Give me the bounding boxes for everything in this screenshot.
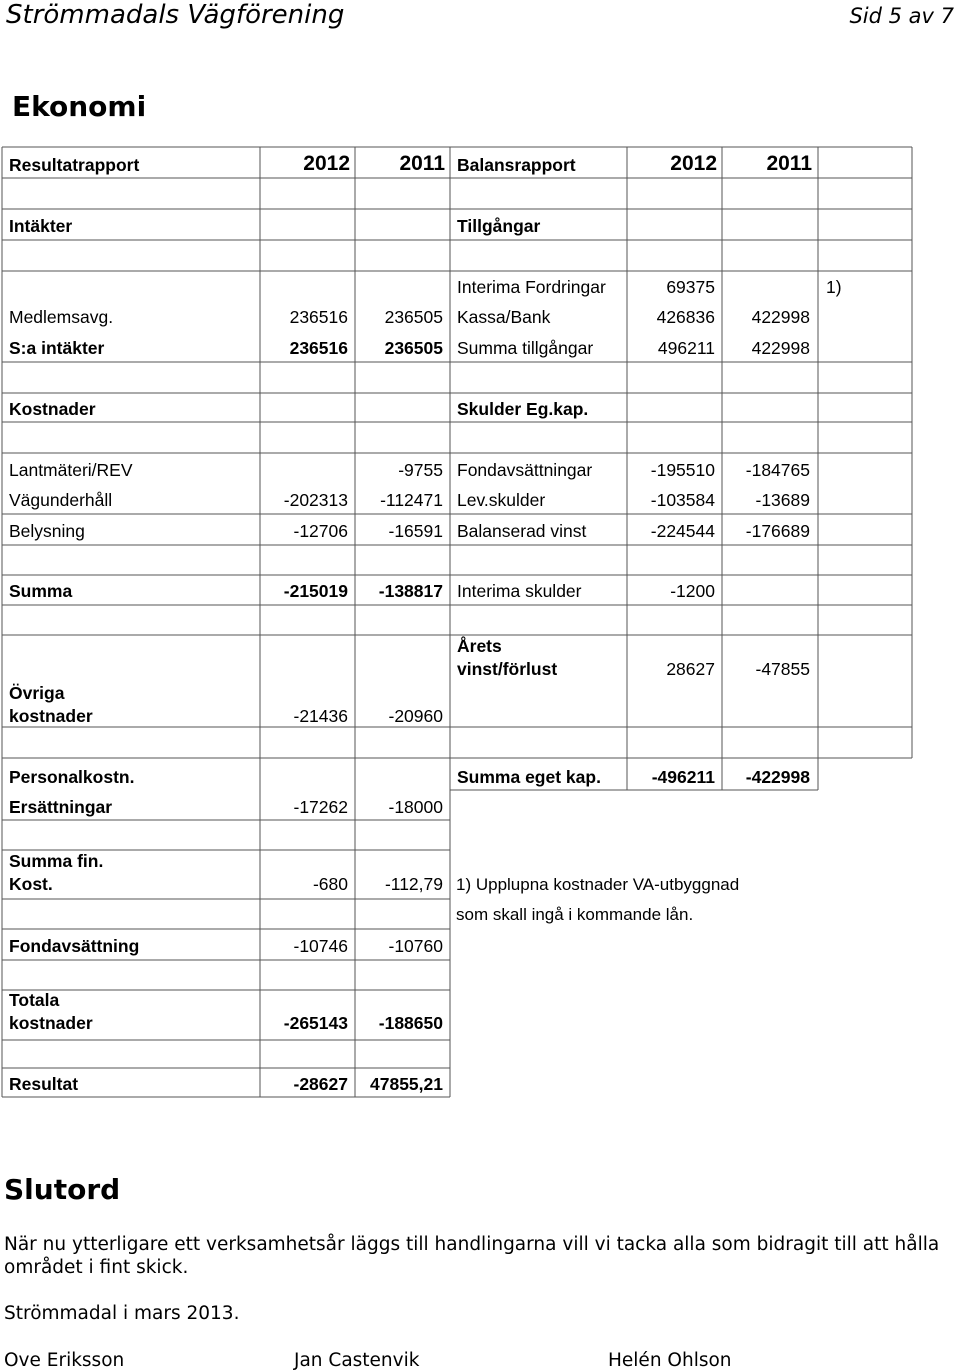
- row-value-2012: -265143: [283, 1013, 348, 1033]
- row-value-2012: -496211: [651, 767, 715, 787]
- signature-name: Ove Eriksson: [4, 1350, 125, 1371]
- row-value-2011: -9755: [398, 460, 443, 480]
- row-label-summa-fin-line2: Kost.: [9, 874, 53, 894]
- row-value-2012: 69375: [666, 277, 715, 297]
- row-value-2012: -28627: [293, 1074, 348, 1094]
- row-label-summa-fin: Summa fin.: [9, 851, 104, 871]
- row-label-lantmateri: Lantmäteri/REV: [9, 460, 133, 480]
- place-and-date: Strömmadal i mars 2013.: [4, 1303, 240, 1324]
- row-value-2012: -224544: [650, 521, 715, 541]
- row-label-fondavsattning: Fondavsättning: [9, 936, 140, 956]
- row-value-2011: -47855: [755, 659, 810, 679]
- row-value-2011: -422998: [745, 767, 810, 787]
- row-value-2012: -17262: [293, 797, 348, 817]
- row-label-sum-income: S:a intäkter: [9, 338, 105, 358]
- row-label-totala-line2: kostnader: [9, 1013, 93, 1033]
- row-value-2011: 236505: [384, 307, 443, 327]
- row-value-2012: -103584: [650, 490, 715, 510]
- row-label-summa: Summa: [9, 581, 73, 601]
- signature-name: Helén Ohlson: [608, 1350, 732, 1371]
- row-value-2011: -10760: [388, 936, 443, 956]
- row-value-2011: -13689: [755, 490, 810, 510]
- page-number: Sid 5 av 7: [849, 4, 954, 28]
- row-value-2012: -1200: [670, 581, 715, 601]
- balance-year-2012: 2012: [670, 152, 717, 175]
- row-value-2012: 426836: [656, 307, 715, 327]
- row-value-2011: -20960: [388, 706, 443, 726]
- row-value-2012: -680: [312, 874, 348, 894]
- row-value-2012: 236516: [289, 307, 348, 327]
- row-value-2011: -188650: [378, 1013, 443, 1033]
- row-value-2012: -21436: [293, 706, 348, 726]
- row-value-2011: -184765: [745, 460, 810, 480]
- row-value-2012: -10746: [293, 936, 348, 956]
- row-value-2011: -138817: [378, 581, 443, 601]
- row-label-vagunderhall: Vägunderhåll: [9, 490, 113, 510]
- row-value-2012: -12706: [293, 521, 348, 541]
- signature-name: Jan Castenvik: [294, 1350, 420, 1371]
- row-value-2012: -195510: [650, 460, 715, 480]
- result-year-2012: 2012: [303, 152, 350, 175]
- income-heading: Intäkter: [9, 216, 73, 236]
- row-label-arets: Årets: [457, 636, 502, 656]
- row-value-2011: -112,79: [384, 874, 443, 894]
- liabilities-heading: Skulder Eg.kap.: [457, 399, 589, 419]
- row-value-2012: 496211: [657, 338, 715, 358]
- row-value-2011: 236505: [384, 338, 443, 358]
- row-label-interima-skulder: Interima skulder: [457, 581, 582, 601]
- row-label-summa-eget-kap: Summa eget kap.: [457, 767, 601, 787]
- row-value-2012: -202313: [283, 490, 348, 510]
- footnote-text: 1) Upplupna kostnader VA-utbyggnad: [456, 875, 740, 894]
- section-heading-slutord: Slutord: [4, 1173, 121, 1206]
- row-label-resultat: Resultat: [9, 1074, 79, 1094]
- balance-report-title: Balansrapport: [457, 155, 576, 175]
- row-value-2011: 422998: [751, 307, 810, 327]
- row-value-2011: 47855,21: [370, 1074, 443, 1094]
- footnote-text-line2: som skall ingå i kommande lån.: [456, 905, 694, 924]
- row-label-medlemsavg: Medlemsavg.: [9, 307, 114, 327]
- row-label-interima-fordringar: Interima Fordringar: [457, 277, 606, 297]
- row-label-personal: Personalkostn.: [9, 767, 135, 787]
- row-label-kassa-bank: Kassa/Bank: [457, 307, 551, 327]
- document-title: Strömmadals Vägförening: [6, 0, 345, 30]
- row-label-ovriga-line2: kostnader: [9, 706, 93, 726]
- footnote-marker: 1): [826, 277, 842, 297]
- closing-paragraph: När nu ytterligare ett verksamhetsår läggs till handlingarna vill vi tacka alla som bidragit till att hålla området i fint skick.: [4, 1234, 940, 1278]
- result-report-title: Resultatrapport: [9, 155, 140, 175]
- row-label-totala: Totala: [9, 990, 60, 1010]
- row-label-fondavsattningar: Fondavsättningar: [457, 460, 593, 480]
- row-value-2011: -18000: [388, 797, 443, 817]
- result-year-2011: 2011: [399, 152, 445, 175]
- row-label-summa-tillgangar: Summa tillgångar: [457, 338, 594, 358]
- balance-year-2011: 2011: [766, 152, 812, 175]
- row-label-ovriga: Övriga: [9, 683, 65, 703]
- row-value-2012: 28627: [666, 659, 715, 679]
- row-label-belysning: Belysning: [9, 521, 85, 541]
- row-value-2012: 236516: [289, 338, 348, 358]
- row-value-2011: 422998: [751, 338, 810, 358]
- row-value-2011: -112471: [380, 490, 443, 510]
- row-value-2011: -16591: [388, 521, 443, 541]
- section-heading-ekonomi: Ekonomi: [12, 90, 147, 123]
- row-value-2011: -176689: [745, 521, 810, 541]
- assets-heading: Tillgångar: [457, 216, 541, 236]
- row-label-lev-skulder: Lev.skulder: [457, 490, 546, 510]
- row-value-2012: -215019: [283, 581, 348, 601]
- row-label-arets-line2: vinst/förlust: [457, 659, 558, 679]
- row-label-balanserad-vinst: Balanserad vinst: [457, 521, 587, 541]
- costs-heading: Kostnader: [9, 399, 96, 419]
- row-label-ersattningar: Ersättningar: [9, 797, 113, 817]
